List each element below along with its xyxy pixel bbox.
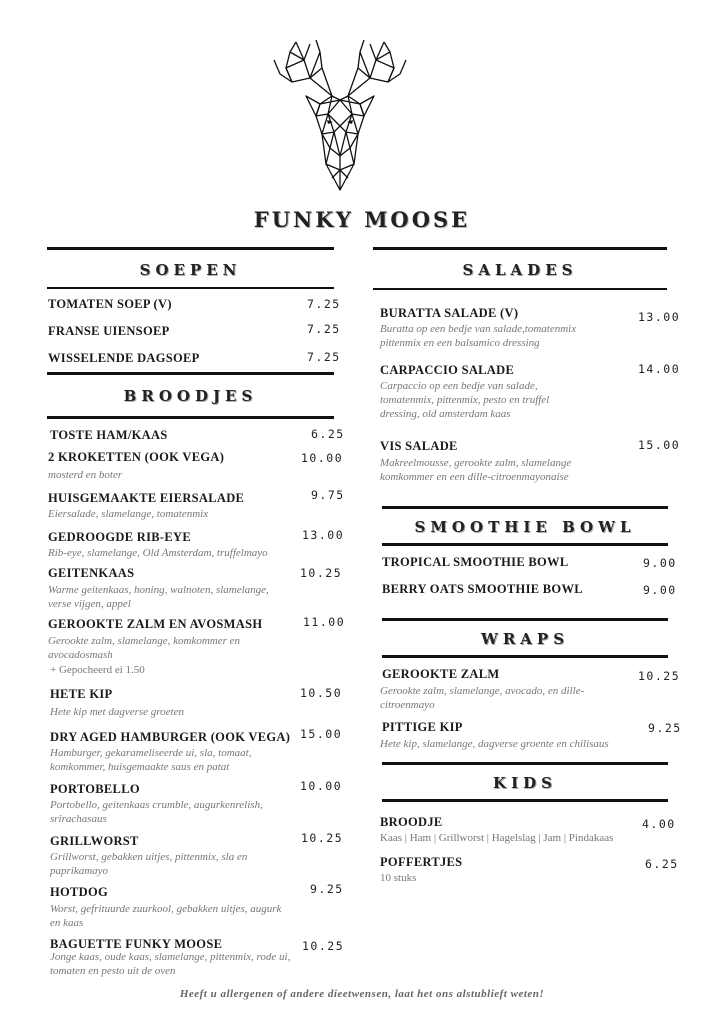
menu-item-description: tomatenmix, pittenmix, pesto en truffel: [380, 394, 550, 406]
menu-item-price: 4.00: [642, 817, 676, 831]
divider: [47, 247, 334, 250]
menu-item-price: 6.25: [311, 427, 345, 441]
section-title-soepen: SOEPEN: [139, 261, 242, 279]
menu-item-name: VIS SALADE: [380, 439, 458, 453]
section-title-kids: KIDS: [493, 774, 557, 792]
menu-item-description: avocadosmash: [48, 649, 113, 661]
menu-item-price: 7.25: [307, 350, 341, 364]
menu-item-price: 10.25: [302, 939, 345, 953]
menu-item-name: POFFERTJES: [380, 855, 463, 869]
menu-item-description: Carpaccio op een bedje van salade,: [380, 380, 538, 392]
divider: [382, 762, 668, 765]
menu-item-description: Grillworst, gebakken uitjes, pittenmix, sla en: [50, 851, 248, 863]
menu-item-description: mosterd en boter: [48, 469, 123, 481]
menu-item-description: Hete kip, slamelange, dagverse groente en chilisaus: [380, 738, 609, 750]
menu-item-description: dressing, old amsterdam kaas: [380, 408, 511, 420]
menu-item-name: BURATTA SALADE (V): [380, 306, 519, 320]
menu-item-name: HOTDOG: [50, 885, 109, 899]
menu-item-name: GEROOKTE ZALM: [382, 667, 500, 681]
menu-item-description: komkommer en een dille-citroenmayonaise: [380, 471, 569, 483]
divider: [47, 372, 334, 375]
menu-item-description: citroenmayo: [380, 699, 435, 711]
menu-item-description: komkommer, huisgemaakte saus en patat: [50, 761, 230, 773]
menu-item-name: DRY AGED HAMBURGER (OOK VEGA): [50, 730, 291, 744]
divider: [382, 655, 668, 658]
menu-item-description: Gerookte zalm, slamelange, komkommer en: [48, 635, 241, 647]
divider: [382, 618, 668, 621]
section-title-salades: SALADES: [462, 261, 578, 279]
menu-item-description: paprikamayo: [50, 865, 109, 877]
divider: [47, 287, 334, 289]
menu-item-name: BERRY OATS SMOOTHIE BOWL: [382, 582, 583, 596]
menu-item-name: FRANSE UIENSOEP: [48, 324, 170, 338]
menu-item-name: GRILLWORST: [50, 834, 139, 848]
menu-item-price: 11.00: [303, 615, 346, 629]
menu-item-description: Warme geitenkaas, honing, walnoten, slamelange,: [48, 584, 269, 596]
menu-item-name: HETE KIP: [50, 687, 113, 701]
menu-item-price: 10.25: [638, 669, 681, 683]
menu-item-name: TOSTE HAM/KAAS: [50, 428, 168, 442]
menu-item-name: GEDROOGDE RIB-EYE: [48, 530, 191, 544]
divider: [373, 247, 667, 250]
menu-item-description: Buratta op een bedje van salade,tomatenmix: [380, 323, 577, 335]
menu-item-price: 10.25: [301, 831, 344, 845]
menu-item-name: TOMATEN SOEP (V): [48, 297, 172, 311]
menu-item-description: Makreelmousse, gerookte zalm, slamelange: [380, 457, 572, 469]
menu-item-name: GEITENKAAS: [48, 566, 135, 580]
menu-item-name: GEROOKTE ZALM EN AVOSMASH: [48, 617, 263, 631]
menu-item-name: CARPACCIO SALADE: [380, 363, 515, 377]
menu-item-name: BROODJE: [380, 815, 443, 829]
divider: [382, 799, 668, 802]
menu-item-price: 13.00: [302, 528, 345, 542]
divider: [382, 506, 668, 509]
menu-item-description: 10 stuks: [380, 872, 417, 884]
restaurant-name: FUNKY MOOSE: [253, 207, 471, 232]
menu-item-name: TROPICAL SMOOTHIE BOWL: [382, 555, 569, 569]
menu-item-price: 9.00: [643, 583, 677, 597]
menu-item-price: 10.50: [300, 686, 343, 700]
menu-item-price: 7.25: [307, 297, 341, 311]
divider: [47, 416, 334, 419]
section-title-wraps: WRAPS: [480, 630, 570, 648]
menu-item-price: 6.25: [645, 857, 679, 871]
menu-item-price: 15.00: [638, 438, 681, 452]
menu-item-price: 13.00: [638, 310, 681, 324]
menu-item-description: tomaten en pesto uit de oven: [50, 965, 176, 977]
menu-item-price: 10.25: [300, 566, 343, 580]
menu-item-name: HUISGEMAAKTE EIERSALADE: [48, 491, 245, 505]
menu-item-price: 9.00: [643, 556, 677, 570]
menu-item-price: 14.00: [638, 362, 681, 376]
moose-logo-icon: [270, 38, 410, 198]
menu-item-description: srirachasaus: [50, 813, 107, 825]
menu-item-price: 9.25: [310, 882, 344, 896]
menu-item-description: verse vijgen, appel: [48, 598, 131, 610]
menu-item-name: PORTOBELLO: [50, 782, 140, 796]
menu-item-description: Hamburger, gekarameliseerde ui, sla, tomaat,: [50, 747, 252, 759]
menu-item-price: 9.75: [311, 488, 345, 502]
divider: [373, 288, 667, 290]
menu-item-name: WISSELENDE DAGSOEP: [48, 351, 200, 365]
menu-item-description: Gerookte zalm, slamelange, avocado, en dille-: [380, 685, 585, 697]
menu-item-extra: + Gepocheerd ei 1.50: [50, 664, 145, 676]
menu-item-description: Portobello, geitenkaas crumble, augurkenrelish,: [50, 799, 263, 811]
menu-item-name: PITTIGE KIP: [382, 720, 463, 734]
section-title-broodjes: BROODJES: [123, 387, 258, 405]
menu-item-price: 7.25: [307, 322, 341, 336]
menu-item-description: Hete kip met dagverse groeten: [50, 706, 184, 718]
menu-item-description: en kaas: [50, 917, 84, 929]
menu-item-price: 10.00: [300, 779, 343, 793]
menu-item-price: 9.25: [648, 721, 682, 735]
allergen-notice: Heeft u allergenen of andere dieetwensen, laat het ons alstublieft weten!: [179, 988, 545, 1000]
menu-item-description: Worst, gefrituurde zuurkool, gebakken uitjes, augurk: [50, 903, 282, 915]
menu-item-description: pittenmix en een balsamico dressing: [380, 337, 540, 349]
divider: [382, 543, 668, 546]
menu-item-price: 10.00: [301, 451, 344, 465]
menu-item-description: Jonge kaas, oude kaas, slamelange, pittenmix, rode ui,: [50, 951, 291, 963]
menu-item-price: 15.00: [300, 727, 343, 741]
section-title-smoothie-bowl: SMOOTHIE BOWL: [414, 518, 636, 536]
menu-item-description: Kaas | Ham | Grillworst | Hagelslag | Jam | Pindakaas: [380, 832, 614, 844]
menu-item-name: BAGUETTE FUNKY MOOSE: [50, 937, 223, 951]
menu-item-description: Rib-eye, slamelange, Old Amsterdam, truffelmayo: [48, 547, 268, 559]
menu-item-name: 2 KROKETTEN (OOK VEGA): [48, 450, 225, 464]
menu-item-description: Eiersalade, slamelange, tomatenmix: [48, 508, 209, 520]
